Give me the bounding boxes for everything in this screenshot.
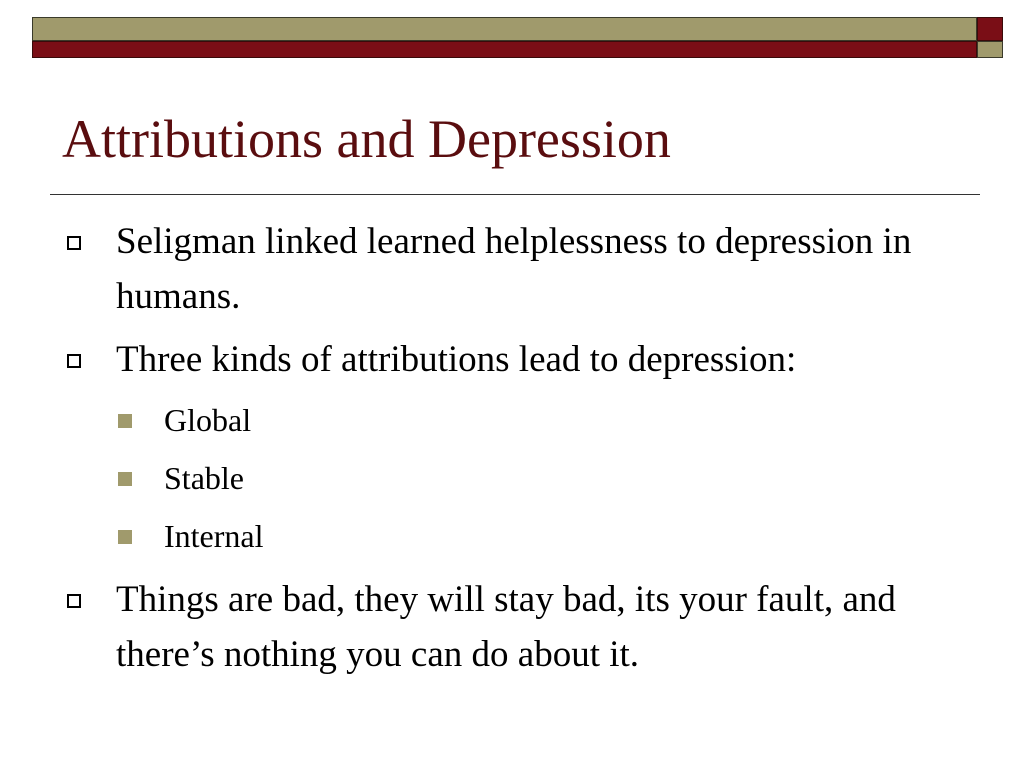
slide-title: Attributions and Depression	[62, 109, 671, 169]
bullet-item	[116, 332, 996, 387]
bullet-item	[116, 214, 996, 324]
title-divider	[50, 194, 980, 195]
sub-bullet-item	[164, 398, 251, 442]
filled-square-bullet-icon	[118, 414, 132, 428]
sub-bullet-item	[164, 456, 244, 500]
header-band-olive	[32, 17, 977, 41]
bullet-item	[116, 572, 996, 682]
header-corner-red	[977, 17, 1003, 41]
header-band-red	[32, 41, 977, 58]
filled-square-bullet-icon	[118, 530, 132, 544]
sub-bullet-text: Global	[164, 402, 252, 438]
sub-bullet-item	[164, 514, 264, 558]
hollow-square-bullet-icon	[67, 594, 81, 608]
hollow-square-bullet-icon	[67, 236, 81, 250]
header-corner-olive	[977, 41, 1003, 58]
filled-square-bullet-icon	[118, 472, 132, 486]
sub-bullet-text: Internal	[164, 518, 264, 554]
bullet-text: Seligman linked learned helplessness to depression in humans.	[116, 221, 912, 317]
bullet-text: Things are bad, they will stay bad, its your fault, and there’s nothing you can do about it.	[116, 579, 896, 675]
sub-bullet-text: Stable	[164, 460, 244, 496]
hollow-square-bullet-icon	[67, 354, 81, 368]
bullet-text: Three kinds of attributions lead to depression:	[116, 339, 797, 380]
